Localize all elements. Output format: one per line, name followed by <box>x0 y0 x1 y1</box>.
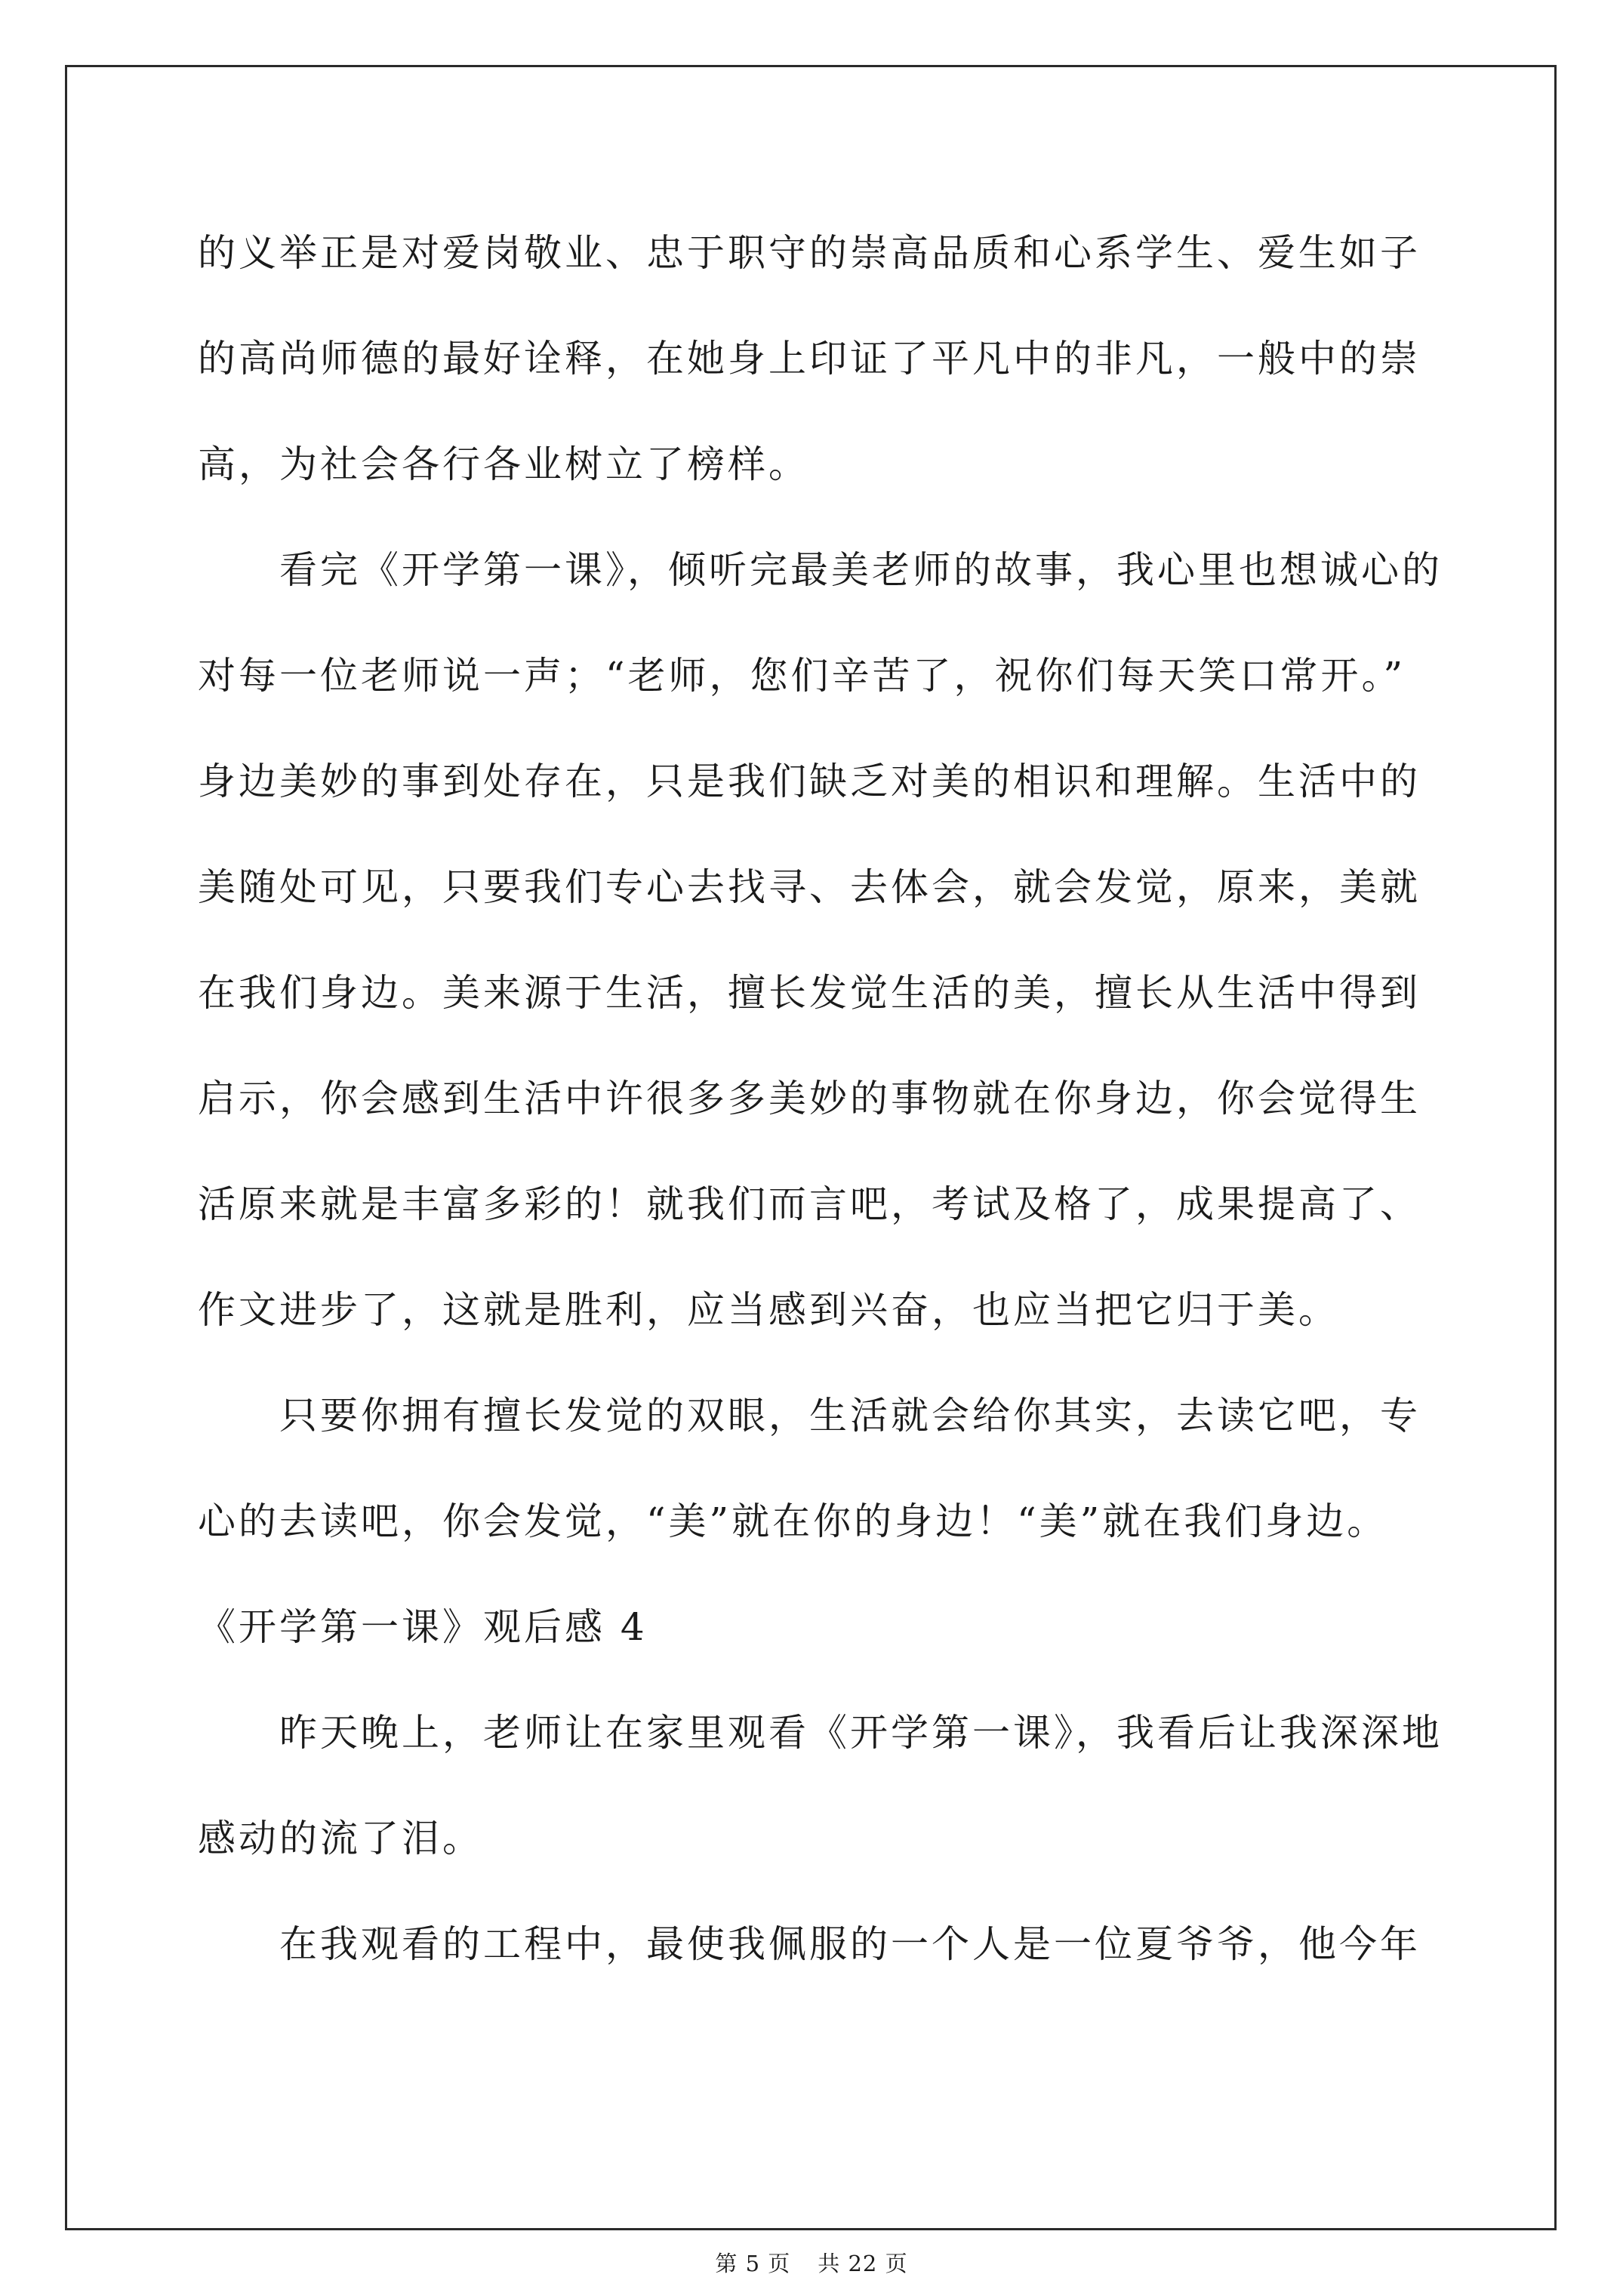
paragraph-start: 只要你拥有擅长发觉的双眼，生活就会给你其实，去读它吧，专 <box>279 1394 1421 1438</box>
page-number: 第 5 页 <box>715 2251 791 2276</box>
text-line: 身边美妙的事到处存在，只是我们缺乏对美的相识和理解。生活中的 <box>198 760 1421 803</box>
text-line: 在我们身边。美来源于生活，擅长发觉生活的美，擅长从生活中得到 <box>198 971 1421 1015</box>
text-line: 美随处可见，只要我们专心去找寻、去体会，就会发觉，原来，美就 <box>198 865 1421 909</box>
text-line: 对每一位老师说一声；“老师，您们辛苦了，祝你们每天笑口常开。” <box>198 654 1406 698</box>
text-line: 的义举正是对爱岗敬业、忠于职守的崇高品质和心系学生、爱生如子 <box>198 231 1421 275</box>
text-line: 心的去读吧，你会发觉，“美”就在你的身边！“美”就在我们身边。 <box>198 1499 1388 1543</box>
text-line: 的高尚师德的最好诠释，在她身上印证了平凡中的非凡，一般中的崇 <box>198 337 1421 381</box>
page-frame <box>65 65 1557 2230</box>
text-line: 作文进步了，这就是胜利，应当感到兴奋，也应当把它归于美。 <box>198 1288 1339 1332</box>
text-line: 感动的流了泪。 <box>198 1817 483 1860</box>
paragraph-start: 昨天晚上，老师让在家里观看《开学第一课》，我看后让我深深地 <box>279 1711 1443 1755</box>
page-footer <box>0 2250 1623 2277</box>
page-total: 共 22 页 <box>818 2251 908 2276</box>
section-heading: 《开学第一课》观后感 4 <box>198 1605 648 1649</box>
text-line: 启示，你会感到生活中许很多多美妙的事物就在你身边，你会觉得生 <box>198 1077 1421 1120</box>
paragraph-start: 看完《开学第一课》，倾听完最美老师的故事，我心里也想诚心的 <box>279 548 1443 592</box>
text-line: 活原来就是丰富多彩的！就我们而言吧，考试及格了，成果提高了、 <box>198 1182 1421 1226</box>
paragraph-start: 在我观看的工程中，最使我佩服的一个人是一位夏爷爷，他今年 <box>279 1922 1421 1966</box>
text-line: 高，为社会各行各业树立了榜样。 <box>198 442 809 486</box>
